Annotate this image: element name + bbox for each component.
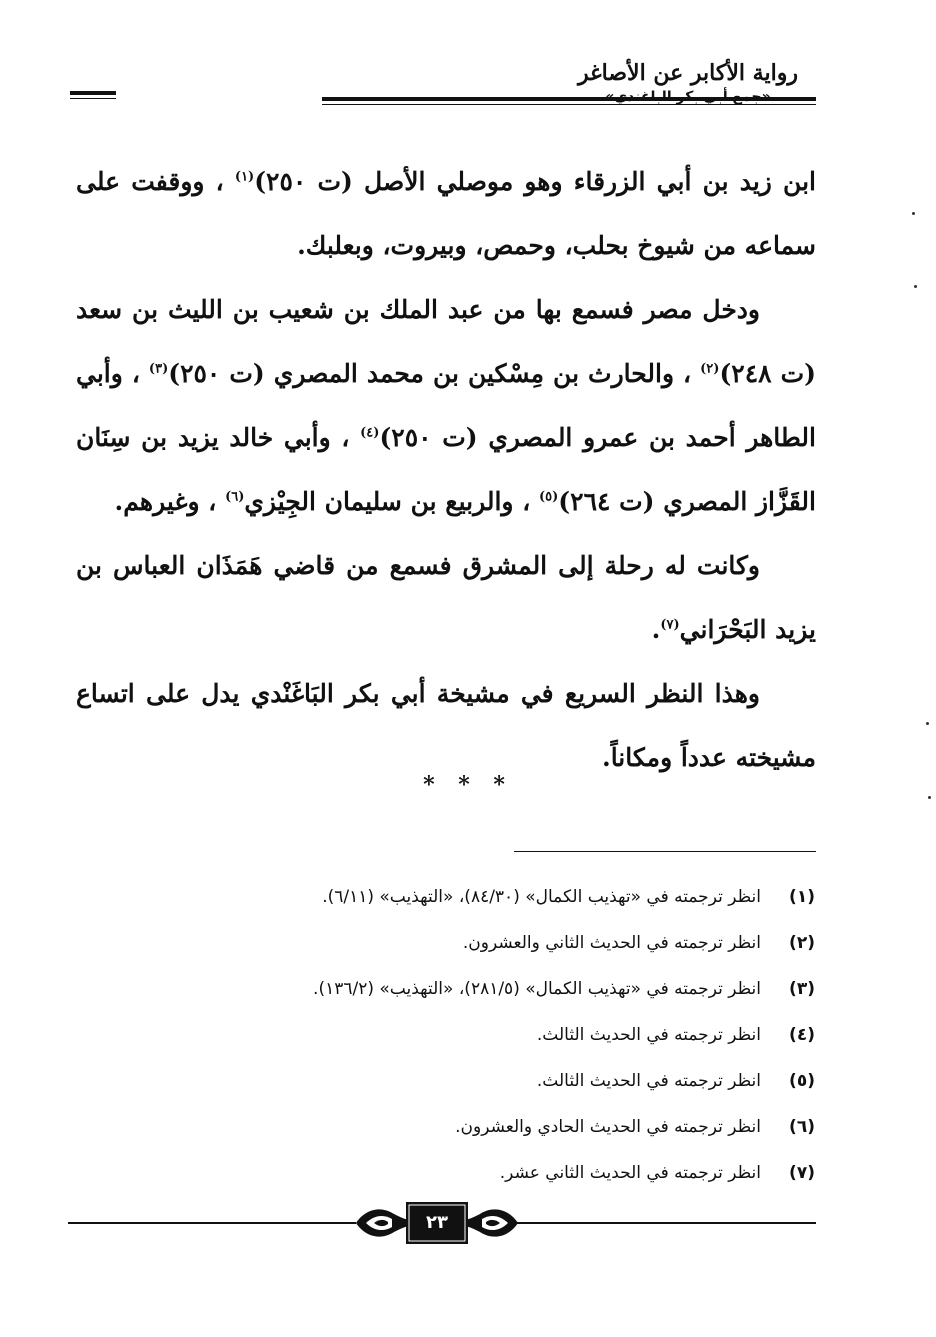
- paragraph-2: [76, 278, 816, 534]
- footnote-text: انظر ترجمته في الحديث الثاني عشر.: [499, 1163, 761, 1183]
- scan-speck: [926, 722, 929, 725]
- footnote-6: [160, 1104, 815, 1150]
- paragraph-1-text-a: ابن زيد بن أبي الزرقاء وهو موصلي الأصل (ت ٢٥٠): [254, 167, 816, 196]
- footnote-text: انظر ترجمته في الحديث الحادي والعشرون.: [455, 1117, 761, 1137]
- footnote-ref-6[interactable]: (٦): [225, 489, 245, 505]
- footnote-ref-4[interactable]: (٤): [360, 425, 380, 441]
- footnote-text: انظر ترجمته في الحديث الثالث.: [536, 1025, 761, 1045]
- paragraph-4: وهذا النظر السريع في مشيخة أبي بكر البَاغَنْدي يدل على اتساع مشيخته عدداً ومكاناً.: [76, 679, 816, 772]
- paragraph-2-text-e: ، والربيع بن سليمان الجِيْزي: [244, 487, 531, 516]
- footnote-number: (٦): [789, 1117, 815, 1137]
- paragraph-2-text-b: ، والحارث بن مِسْكين بن محمد المصري (ت ٢٥٠): [168, 359, 692, 388]
- paragraph-3: [76, 534, 816, 662]
- footnote-5: [160, 1058, 815, 1104]
- footnote-1: [160, 874, 815, 920]
- scan-speck: [928, 796, 931, 799]
- main-text: [76, 150, 816, 790]
- footnote-number: (٢): [789, 933, 815, 953]
- footnote-ref-1[interactable]: (١): [234, 169, 255, 185]
- footnote-text: انظر ترجمته في «تهذيب الكمال» (٨٤/٣٠)، «التهذيب» (٦/١١).: [322, 887, 761, 907]
- footnote-text: انظر ترجمته في الحديث الثالث.: [536, 1071, 761, 1091]
- footnote-2: [160, 920, 815, 966]
- footnote-7: [160, 1150, 815, 1196]
- scan-speck: [914, 285, 917, 288]
- paragraph-2-text-f: ، وغيرهم.: [114, 487, 217, 516]
- footnote-4: [160, 1012, 815, 1058]
- footer-rule-left: [68, 1222, 356, 1224]
- paragraph-3-text-b: .: [651, 615, 661, 644]
- scan-speck: [912, 212, 915, 215]
- page-number: ٢٣: [426, 1212, 448, 1233]
- footnote-text: انظر ترجمته في الحديث الثاني والعشرون.: [462, 933, 761, 953]
- header-rule-thin: [322, 104, 816, 105]
- footnotes-list: [160, 874, 815, 1196]
- paragraph-2-text-c: ، وأبي الطاهر أحمد بن عمرو المصري (ت ٢٥٠): [76, 359, 816, 452]
- paragraph-3-text-a: وكانت له رحلة إلى المشرق فسمع من قاضي هَمَذَان العباس بن يزيد البَحْرَاني: [76, 551, 816, 644]
- footnote-ref-3[interactable]: (٣): [148, 361, 169, 377]
- paragraph-1-text-b: ، ووقفت على سماعه من شيوخ بحلب، وحمص، وبيروت، وبعلبك.: [76, 167, 816, 260]
- section-separator: * * *: [423, 772, 513, 798]
- footnote-text: انظر ترجمته في «تهذيب الكمال» (٢٨١/٥)، «التهذيب» (١٣٦/٢).: [313, 979, 761, 999]
- footer-rule-right: [516, 1222, 816, 1224]
- footnote-number: (١): [789, 887, 815, 907]
- header-rule-short-thin: [70, 98, 116, 99]
- paragraph-2-text-a: ودخل مصر فسمع بها من عبد الملك بن شعيب بن الليث بن سعد (ت ٢٤٨): [76, 295, 816, 388]
- footnote-ref-5[interactable]: (٥): [539, 489, 559, 505]
- footnote-number: (٥): [789, 1071, 815, 1091]
- running-header-title: رواية الأكابر عن الأصاغر: [578, 60, 798, 86]
- footnote-number: (٧): [789, 1163, 815, 1183]
- paragraph-2-text-d: ، وأبي خالد يزيد بن سِنَان القَزَّاز المصري (ت ٢٦٤): [76, 423, 816, 516]
- footnote-rule: [514, 851, 816, 852]
- paragraph-1: [76, 150, 816, 278]
- footnote-ref-7[interactable]: (٧): [660, 617, 680, 633]
- header-rule-short-thick: [70, 91, 116, 95]
- footnote-number: (٣): [789, 979, 815, 999]
- header-rule-thick: [322, 97, 816, 101]
- footnote-number: (٤): [789, 1025, 815, 1045]
- footnote-3: [160, 966, 815, 1012]
- footnote-ref-2[interactable]: (٢): [700, 361, 720, 377]
